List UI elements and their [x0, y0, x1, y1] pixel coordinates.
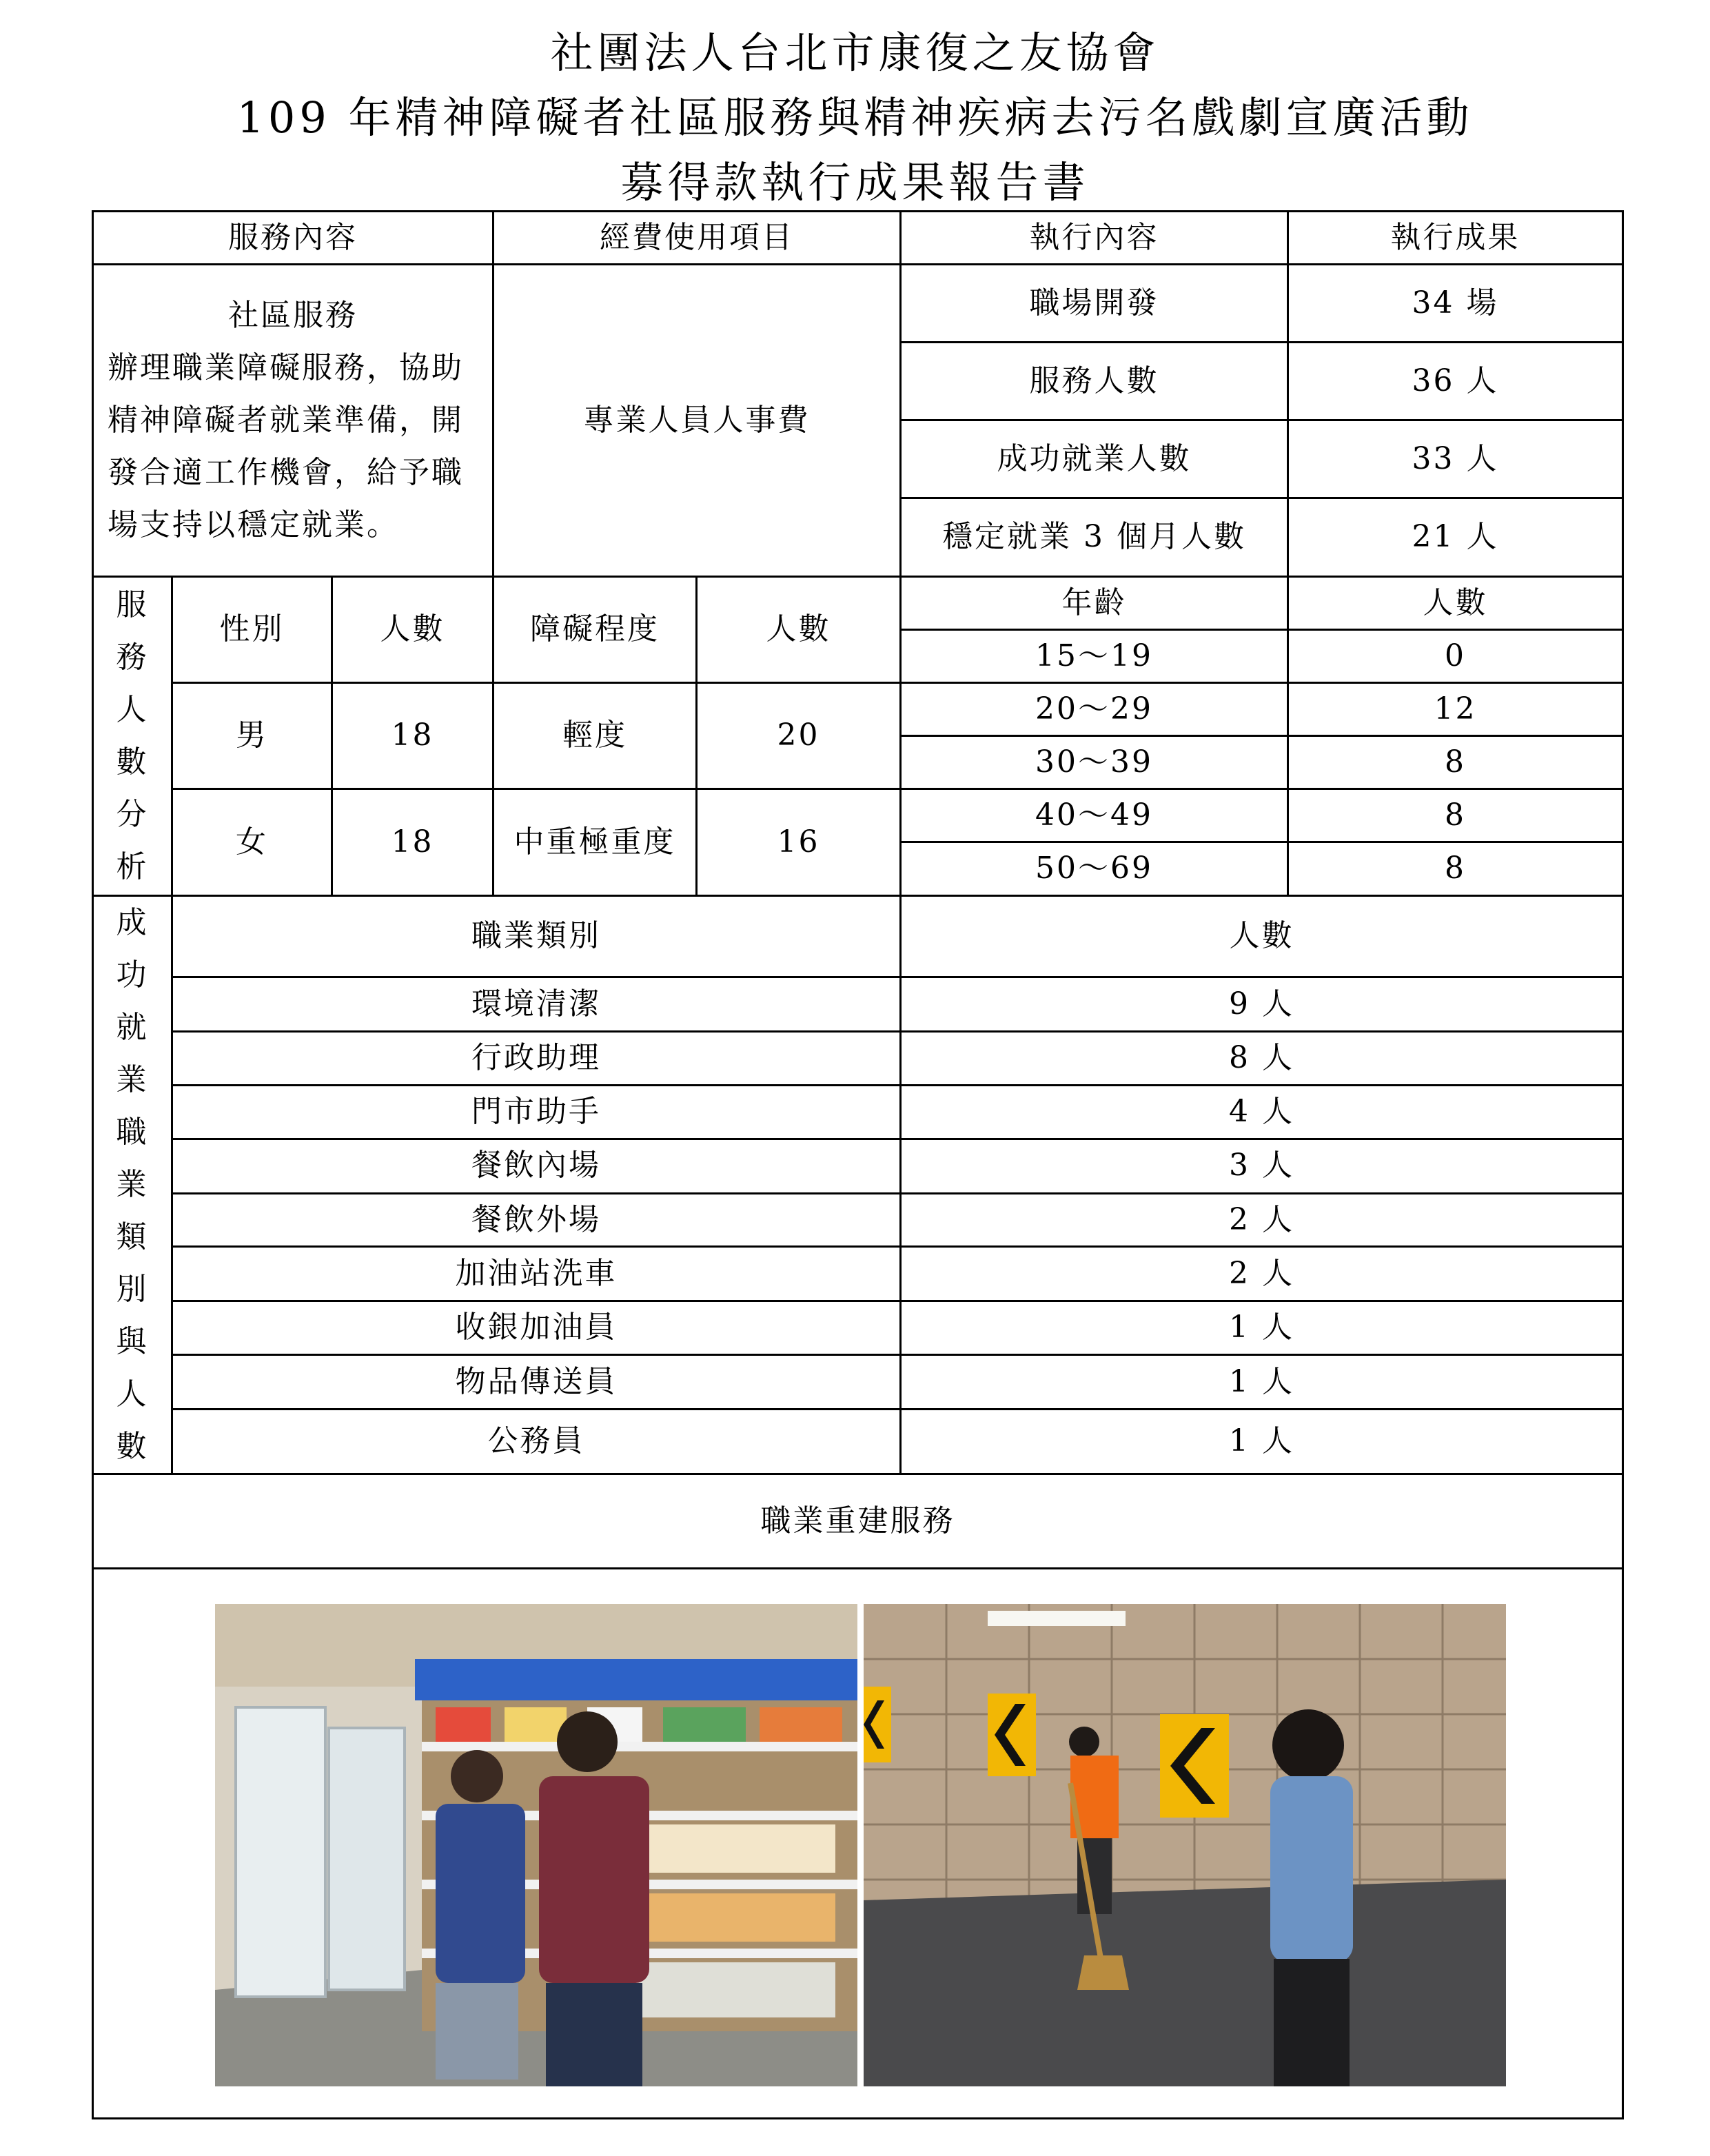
service-description [93, 265, 493, 577]
occupation-category: 行政助理 [172, 1032, 901, 1086]
gender-count: 18 [332, 683, 493, 789]
age-count: 8 [1288, 842, 1623, 896]
table-row [93, 977, 1623, 1032]
occupation-count: 3 人 [901, 1139, 1623, 1193]
occupation-count: 8 人 [901, 1032, 1623, 1086]
result-value: 21 人 [1288, 498, 1623, 577]
photo-cell [93, 1569, 1623, 2119]
project-title: 109 年精神障礙者社區服務與精神疾病去污名戲劇宣廣活動 [236, 92, 1474, 143]
service-description-line: 精神障礙者就業準備，開 [108, 403, 464, 438]
result-item: 職場開發 [901, 265, 1288, 343]
gender-header: 性別 [172, 577, 332, 683]
tunnel-photo [864, 1604, 1506, 2086]
occupation-count: 4 人 [901, 1085, 1623, 1139]
occupation-count: 2 人 [901, 1247, 1623, 1301]
occupation-category: 收銀加油員 [172, 1301, 901, 1355]
result-value: 33 人 [1288, 420, 1623, 498]
disability-count: 16 [697, 789, 901, 896]
table-header-row [93, 212, 1623, 265]
store-photo [215, 1604, 857, 2086]
service-heading: 社區服務 [228, 298, 358, 333]
photo-row [93, 1569, 1623, 2119]
table-row [93, 1247, 1623, 1301]
age-range: 15～19 [901, 630, 1288, 683]
gender-value: 男 [172, 683, 332, 789]
occupation-category: 餐飲外場 [172, 1193, 901, 1247]
column-header: 執行內容 [901, 212, 1288, 265]
occupation-count: 1 人 [901, 1409, 1623, 1474]
age-count: 0 [1288, 630, 1623, 683]
occupation-category: 門市助手 [172, 1085, 901, 1139]
table-row [93, 896, 1623, 977]
occupation-category: 餐飲內場 [172, 1139, 901, 1193]
age-count: 8 [1288, 736, 1623, 789]
occupation-count: 2 人 [901, 1193, 1623, 1247]
result-item: 成功就業人數 [901, 420, 1288, 498]
report-title: 募得款執行成果報告書 [620, 157, 1090, 207]
disability-degree: 中重極重度 [493, 789, 697, 896]
occupation-category: 環境清潔 [172, 977, 901, 1032]
result-value: 34 場 [1288, 265, 1623, 343]
age-count: 12 [1288, 683, 1623, 736]
results-table [92, 210, 1624, 2119]
result-value: 36 人 [1288, 343, 1623, 420]
table-row [93, 1355, 1623, 1410]
disability-count: 20 [697, 683, 901, 789]
occupation-category: 物品傳送員 [172, 1355, 901, 1410]
report-header [0, 21, 1710, 215]
disability-degree: 輕度 [493, 683, 697, 789]
table-row [93, 1085, 1623, 1139]
age-count-header: 人數 [1288, 577, 1623, 630]
age-range: 50～69 [901, 842, 1288, 896]
service-description-line: 場支持以穩定就業。 [108, 507, 399, 542]
occupation-count-header: 人數 [901, 896, 1623, 977]
funding-item: 專業人員人事費 [493, 265, 901, 577]
age-count: 8 [1288, 789, 1623, 842]
disability-header: 障礙程度 [493, 577, 697, 683]
occupation-count: 1 人 [901, 1355, 1623, 1410]
gender-count-header: 人數 [332, 577, 493, 683]
occupation-category: 公務員 [172, 1409, 901, 1474]
table-row [93, 683, 1623, 736]
age-header: 年齡 [901, 577, 1288, 630]
service-description-line: 辦理職業障礙服務，協助 [108, 350, 464, 385]
service-description-line: 發合適工作機會，給予職 [108, 455, 464, 490]
gender-value: 女 [172, 789, 332, 896]
column-header: 經費使用項目 [493, 212, 901, 265]
table-row [93, 577, 1623, 630]
table-row [93, 1139, 1623, 1193]
occupation-category: 加油站洗車 [172, 1247, 901, 1301]
disability-count-header: 人數 [697, 577, 901, 683]
age-range: 40～49 [901, 789, 1288, 842]
occupation-count: 1 人 [901, 1301, 1623, 1355]
gender-count: 18 [332, 789, 493, 896]
age-range: 20～29 [901, 683, 1288, 736]
table-row [93, 1474, 1623, 1569]
table-row [93, 1409, 1623, 1474]
result-item: 服務人數 [901, 343, 1288, 420]
organization-title: 社團法人台北市康復之友協會 [550, 28, 1160, 78]
column-header: 執行成果 [1288, 212, 1623, 265]
occupation-count: 9 人 [901, 977, 1623, 1032]
photo-area [94, 1569, 1622, 2117]
table-row [93, 1193, 1623, 1247]
occupation-label: 成 功 就 業 職 業 類 別 與 人 數 [93, 896, 172, 1474]
table-row [93, 1032, 1623, 1086]
table-row [93, 265, 1623, 343]
occupation-category-header: 職業類別 [172, 896, 901, 977]
column-header: 服務內容 [93, 212, 493, 265]
table-row [93, 789, 1623, 842]
table-row [93, 1301, 1623, 1355]
age-range: 30～39 [901, 736, 1288, 789]
result-item: 穩定就業 3 個月人數 [901, 498, 1288, 577]
analysis-label: 服 務 人 數 分 析 [93, 577, 172, 896]
photo-section-title: 職業重建服務 [93, 1474, 1623, 1569]
